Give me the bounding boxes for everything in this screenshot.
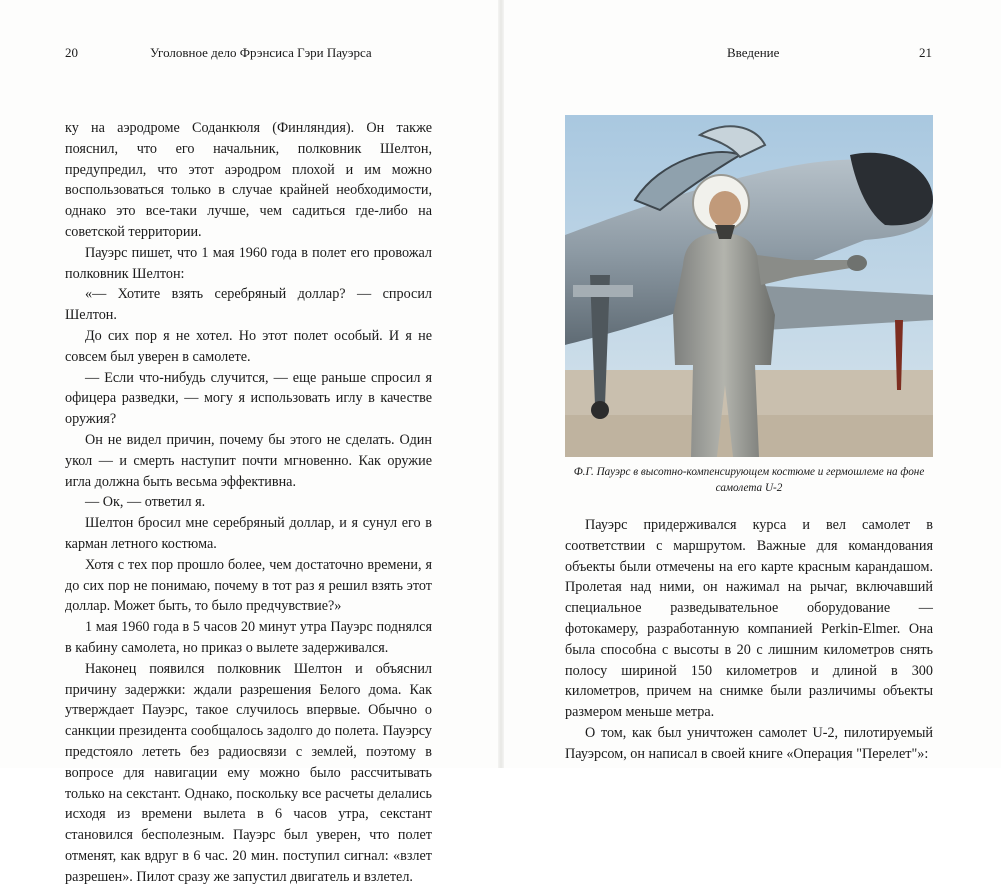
left-page-number: 20: [65, 45, 78, 60]
paragraph: — Если что-нибудь случится, — еще раньше спросил я офицера разведки, — могу я использовать иглу в качестве оружия?: [65, 369, 432, 428]
paragraph: Пауэрс пишет, что 1 мая 1960 года в полет его провожал полковник Шелтон:: [65, 244, 432, 282]
paragraph: Шелтон бросил мне серебряный доллар, и я сунул его в карман летного костюма.: [65, 515, 432, 552]
wheel: [591, 401, 609, 419]
paragraph: ку на аэродроме Соданкюля (Финляндия). Он также пояснил, что его начальник, полковник Шелтон, предупредил, что этот аэродром плохой и им можно воспользоваться только в случае крайней необходимости, однако это все-таки лучше, чем садиться где-либо на советской территории.: [65, 120, 432, 240]
paragraph: Пауэрс придерживался курса и вел самолет в соответствии с маршрутом. Важные для командования объекты были отмечены на его карте красным карандашом. Пролетая над ними, он нажимал на рычаг, включавший специальное разведывательное оборудование — фотокамеру, разработанную компанией Perkin-Elmer. Она была способна с высоты в 20 с лишним километров снять полосу шириной 150 километров и длиной в 300 километров, причем на снимке были различимы объекты размером меньше метра.: [565, 517, 933, 721]
paragraph: Наконец появился полковник Шелтон и объяснил причину задержки: ждали разрешения Белого дома. Как утверждает Пауэрс, такое случилось впервые. Обычно о санкции президента сообщалось задолго до полета. Пауэрсу предстояло лететь без радиосвязи с землей, поэтому в вопросе для навигации ему можно было рассчитывать только на секстант. Однако, поскольку все расчеты делались исходя из времени вылета в 6 часов утра, секстант становился бесполезным. Пауэрс был уверен, что полет отменят, как вдруг в 6 час. 20 мин. поступил сигнал: «взлет разрешен». Пилот сразу же запустил двигатель и взлетел.: [65, 660, 432, 885]
paragraph: Он не видел причин, почему бы этого не сделать. Один укол — и смерть наступит почти мгновенно. Как оружие игла должна быть весьма эффективна.: [65, 431, 432, 490]
left-page-text: [65, 118, 432, 887]
paragraph: До сих пор я не хотел. Но этот полет особый. И я не совсем был уверен в самолете.: [65, 327, 432, 365]
paragraph: — Ок, — ответил я.: [85, 494, 206, 511]
pilot-photo: [565, 115, 933, 457]
pilot-aircraft-illustration: [565, 115, 933, 457]
paragraph: О том, как был уничтожен самолет U-2, пилотируемый Пауэрсом, он написал в своей книге «Операция "Перелет"»:: [565, 724, 933, 762]
glove: [847, 255, 867, 271]
page-gutter: [498, 0, 504, 768]
paragraph: 1 мая 1960 года в 5 часов 20 минут утра Пауэрс поднялся в кабину самолета, но приказ о вылете задерживался.: [65, 619, 432, 656]
right-page-text: [565, 515, 933, 765]
aircraft-marking: [573, 285, 633, 297]
photo-caption: Ф.Г. Пауэрс в высотно-компенсирующем костюме и гермошлеме на фоне самолета U-2: [573, 466, 925, 494]
right-page-number: 21: [919, 45, 932, 60]
paragraph: «— Хотите взять серебряный доллар? — спросил Шелтон.: [65, 286, 432, 324]
face: [709, 191, 741, 227]
left-running-title: Уголовное дело Фрэнсиса Гэри Пауэрса: [150, 45, 372, 60]
right-running-title: Введение: [727, 45, 780, 60]
paragraph: Хотя с тех пор прошло более, чем достаточно времени, я до сих пор не понимаю, почему в тот раз я решил взять этот доллар. Может быть, то было предчувствие?»: [65, 556, 432, 615]
